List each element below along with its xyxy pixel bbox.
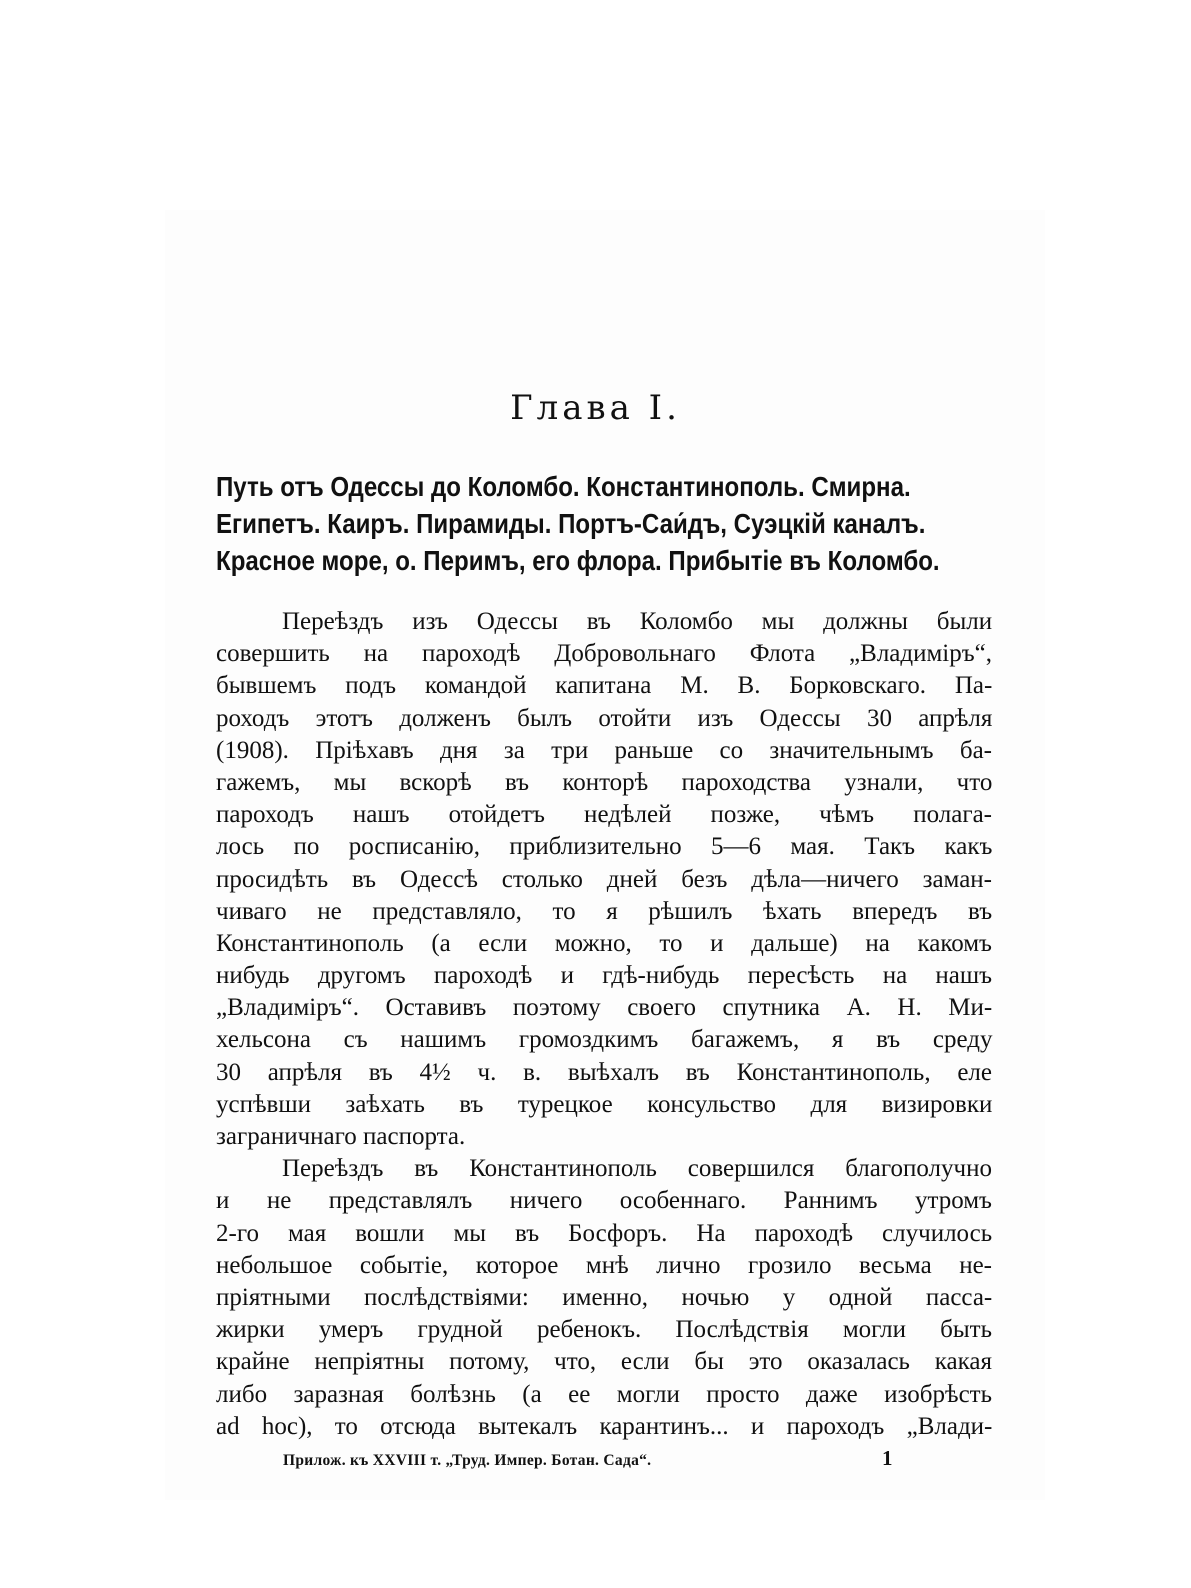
text-line: просидѣть въ Одессѣ столько дней безъ дѣла—ничего заман- <box>216 865 992 893</box>
text-line: Переѣздъ изъ Одессы въ Коломбо мы должны были <box>282 608 993 635</box>
summary-line: Египетъ. Каиръ. Пирамиды. Портъ-Саи́дъ, Суэцкій каналъ. <box>216 508 926 539</box>
text-line: жирки умеръ грудной ребенокъ. Послѣдствія могли быть <box>216 1316 992 1344</box>
text-line: Переѣздъ въ Константинополь совершился благополучно <box>282 1155 992 1183</box>
text-line: успѣвши заѣхать въ турецкое консульство для визировки <box>216 1090 993 1118</box>
text-line: гажемъ, мы вскорѣ въ конторѣ пароходства узнали, что <box>216 768 993 796</box>
text-line: нибудь другомъ пароходѣ и гдѣ-нибудь пересѣсть на нашъ <box>216 962 993 990</box>
text-line: лось по росписанію, приблизительно 5—6 мая. Такъ какъ <box>216 833 993 861</box>
footer-citation: Прилож. къ XXVIII т. „Труд. Импер. Ботан. Сада“. <box>283 1452 652 1469</box>
text-line: ad hoc), то отсюда вытекалъ карантинъ... и пароходъ „Влади- <box>216 1412 993 1440</box>
text-line: совершить на пароходѣ Добровольнаго Флота „Владиміръ“, <box>216 640 993 668</box>
text-line: роходъ этотъ долженъ былъ отойти изъ Одессы 30 апрѣля <box>216 704 993 732</box>
text-line: (1908). Пріѣхавъ дня за три раньше со значительнымъ ба- <box>216 736 992 764</box>
summary-line: Путь отъ Одессы до Коломбо. Константинополь. Смирна. <box>216 471 911 502</box>
text-line: бывшемъ подъ командой капитана М. В. Борковскаго. Па- <box>216 672 993 700</box>
paragraph-1 <box>216 606 992 1153</box>
text-line: крайне непріятны потому, что, если бы это оказалась какая <box>216 1348 992 1376</box>
summary-line: Красное море, о. Перимъ, его флора. Прибытіе въ Коломбо. <box>216 545 940 576</box>
text-line: пріятными послѣдствіями: именно, ночью у одной пасса- <box>216 1283 993 1311</box>
text-line: пароходъ нашъ отойдетъ недѣлей позже, чѣмъ полага- <box>216 801 992 829</box>
text-line: Константинополь (а если можно, то и дальше) на какомъ <box>216 929 992 957</box>
text-line: 2-го мая вошли мы въ Босфоръ. На пароходѣ случилось <box>216 1219 993 1247</box>
text-line: хельсона съ нашимъ громоздкимъ багажемъ, я въ среду <box>216 1026 993 1054</box>
text-line: небольшое событіе, которое мнѣ лично грозило весьма не- <box>216 1251 993 1279</box>
paragraph-2 <box>216 1153 992 1443</box>
page-number: 1 <box>882 1446 893 1470</box>
text-line: заграничнаго паспорта. <box>216 1123 466 1150</box>
text-line: и не представлялъ ничего особеннаго. Раннимъ утромъ <box>216 1187 992 1215</box>
text-line: либо заразная болѣзнь (а ее могли просто даже изобрѣсть <box>216 1380 992 1408</box>
text-line: „Владиміръ“. Оставивъ поэтому своего спутника А. Н. Ми- <box>216 994 993 1022</box>
chapter-title: Глава I. <box>510 388 681 428</box>
body-text <box>216 606 992 1443</box>
text-line: 30 апрѣля въ 4½ ч. в. выѣхалъ въ Константинополь, еле <box>216 1058 992 1086</box>
chapter-summary <box>216 468 992 579</box>
text-line: чиваго не представляло, то я рѣшилъ ѣхать впередъ въ <box>216 897 993 925</box>
